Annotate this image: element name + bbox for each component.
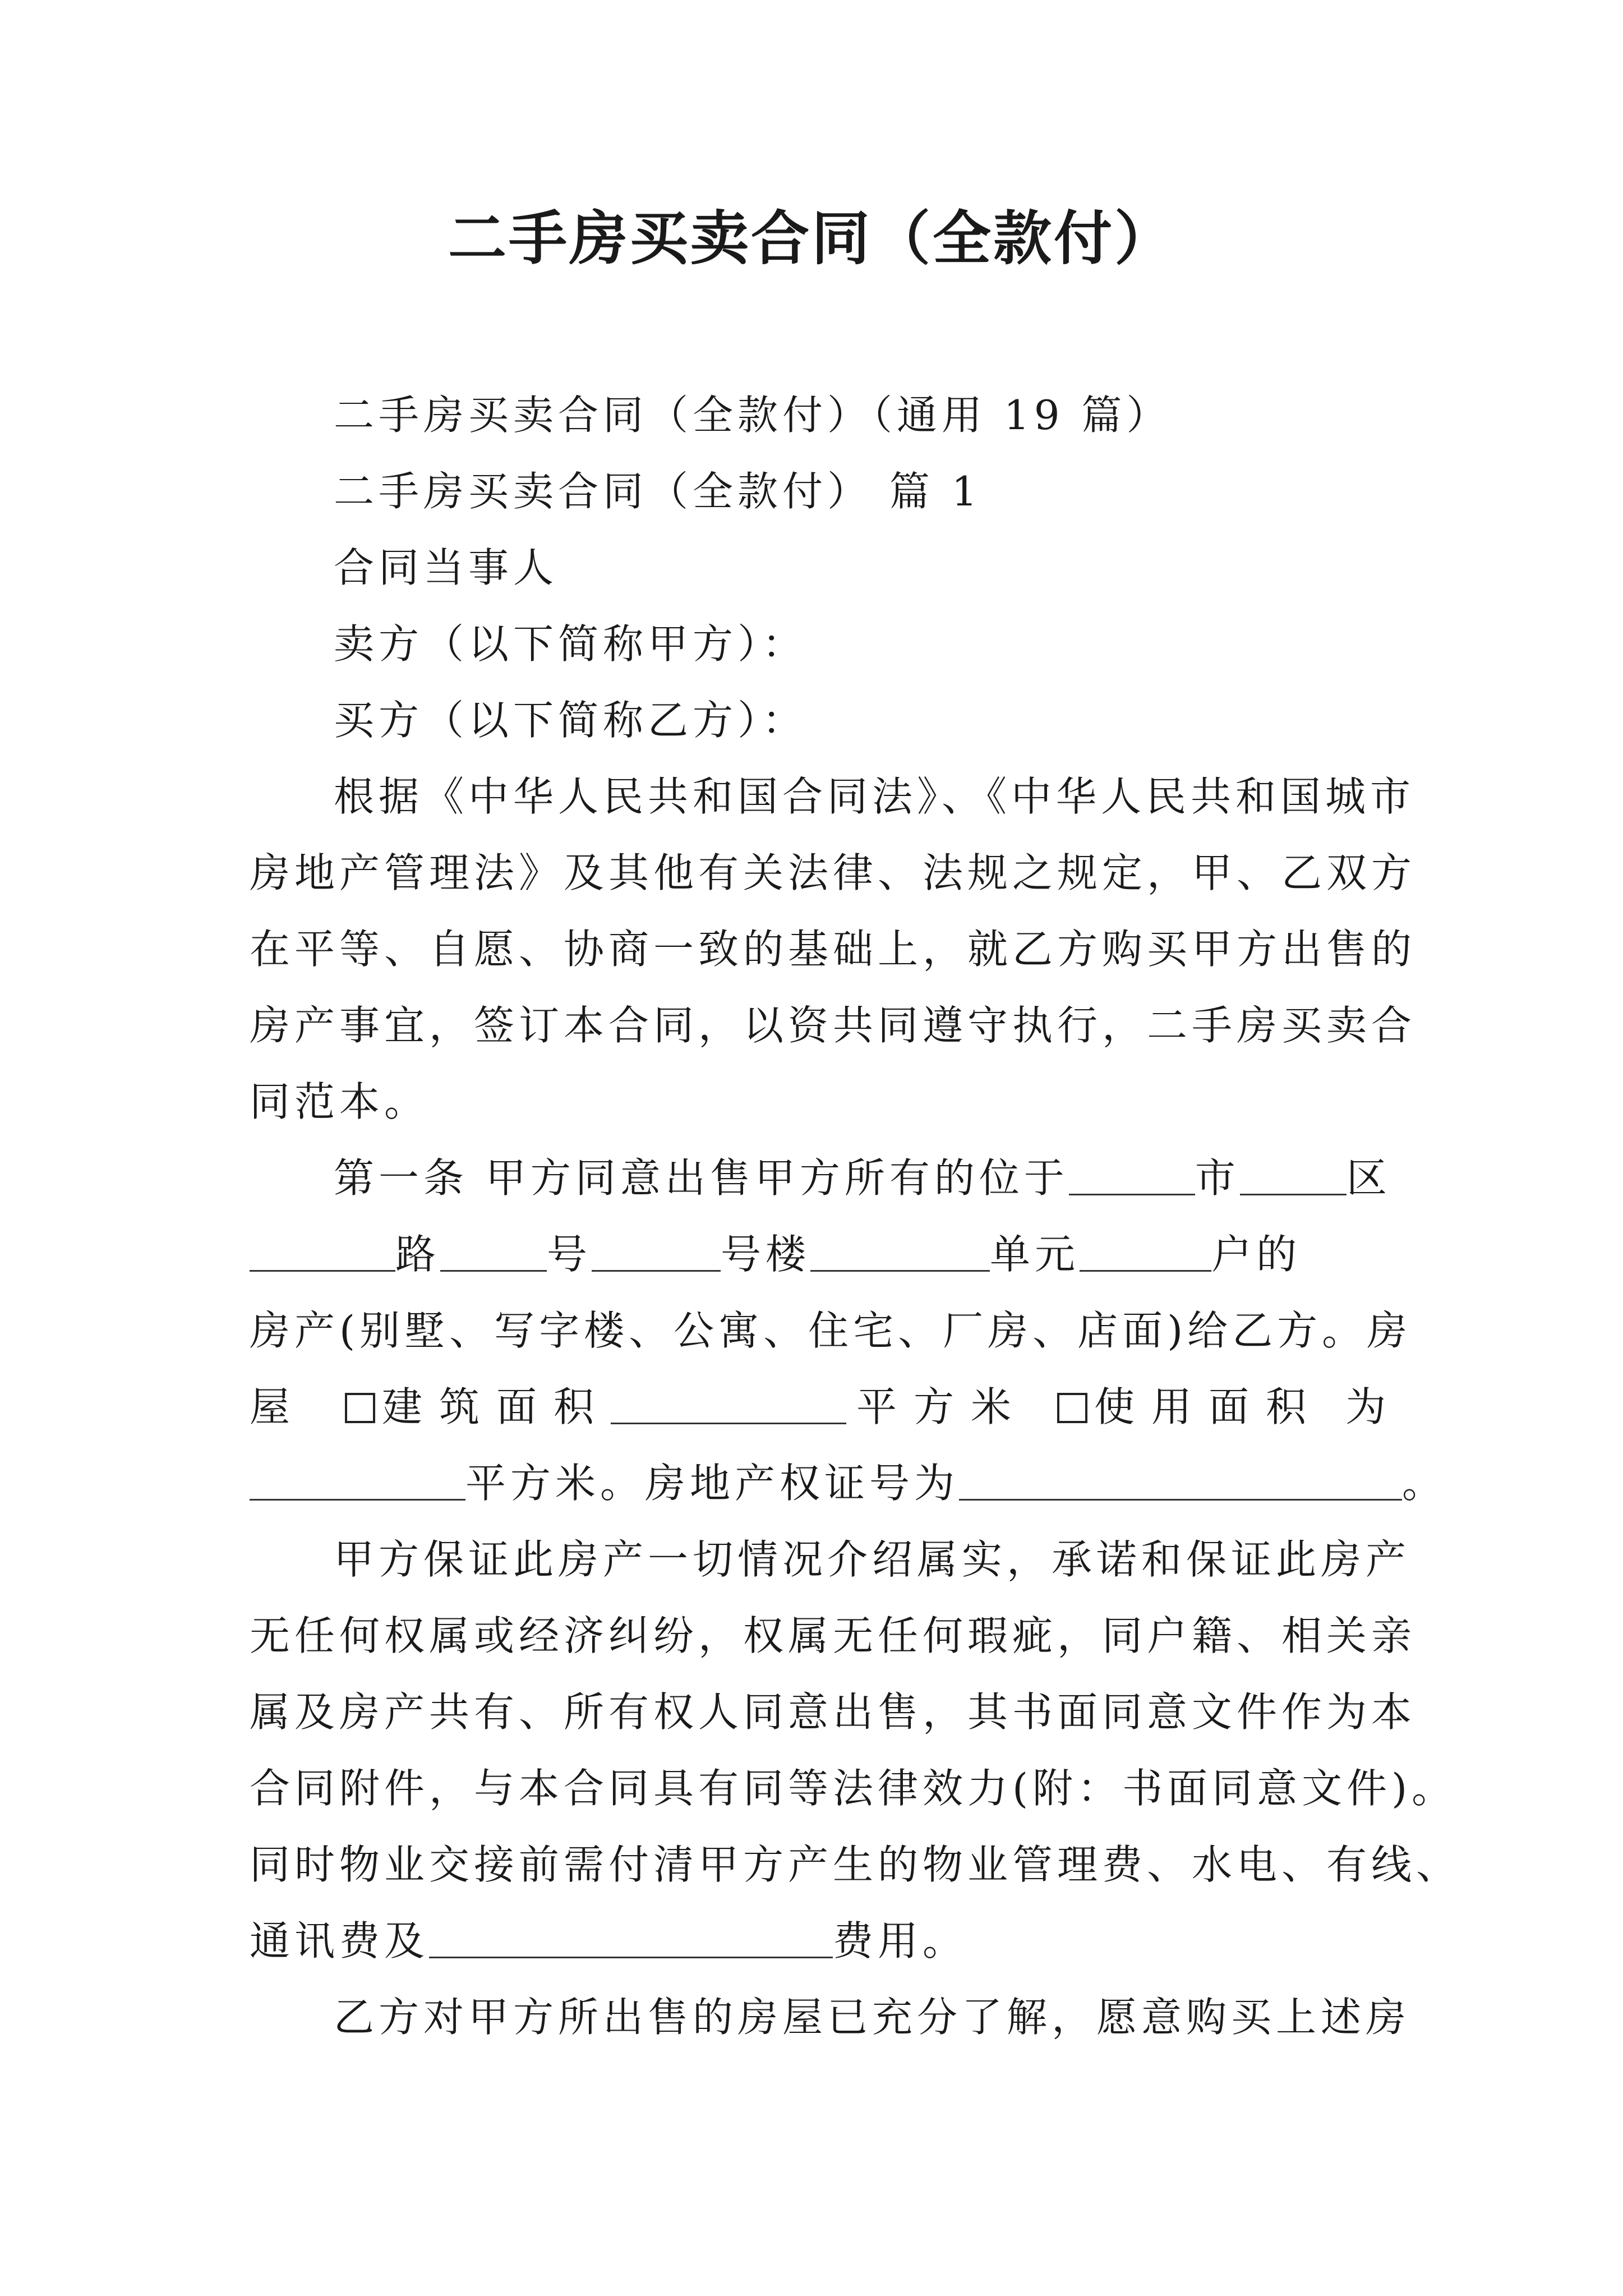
article-text: 屋 [250, 1383, 307, 1430]
article-one [250, 1140, 1447, 1521]
article-text: 为 [1345, 1383, 1391, 1430]
paragraph-seller-guarantee [250, 1521, 1461, 1979]
paragraph-line: 无任何权属或经济纠纷，权属无任何瑕疵，同户籍、相关亲 [250, 1612, 1417, 1659]
paragraph-line: 甲方保证此房产一切情况介绍属实，承诺和保证此房产 [334, 1536, 1411, 1583]
city-blank [1069, 1153, 1195, 1195]
article-text: 平方米 [856, 1383, 1029, 1430]
building-area-blank [611, 1382, 846, 1424]
article-text: 平方米。房地产权证号为 [465, 1460, 960, 1507]
road-blank [250, 1230, 395, 1272]
paragraph-line: 同范本。 [250, 1078, 430, 1125]
paragraph-buyer-acknowledgement [250, 1979, 1411, 2055]
paragraph-line: 合同附件，与本合同具有同等法律效力(附：书面同意文件)。 [250, 1765, 1457, 1812]
building-blank [592, 1230, 721, 1272]
other-fees-blank [429, 1916, 833, 1958]
district-blank [1240, 1153, 1347, 1195]
paragraph-text: 费用。 [833, 1917, 968, 1964]
document-title: 二手房买卖合同（全款付） [448, 204, 1175, 273]
certificate-number-blank [959, 1458, 1402, 1501]
paragraph-line: 属及房产共有、所有权人同意出售，其书面同意文件作为本 [250, 1688, 1417, 1736]
article-text: 市 [1195, 1154, 1240, 1202]
article-line [250, 1369, 1394, 1445]
article-text: 户的 [1211, 1231, 1302, 1278]
article-text: 使用面积 [1094, 1383, 1324, 1430]
seller-label: 卖方（以下简称甲方）： [334, 620, 808, 668]
paragraph-line: 根据《中华人民共和国合同法》、《中华人民共和国城市 [334, 773, 1415, 820]
article-line [250, 1216, 1394, 1292]
article-text: 号楼 [721, 1231, 811, 1278]
paragraph-text: 通讯费及 [250, 1917, 430, 1964]
article-line: 房产(别墅、写字楼、公寓、住宅、厂房、店面)给乙方。房 [250, 1307, 1412, 1354]
paragraph-line: 房产事宜，签订本合同，以资共同遵守执行，二手房买卖合 [250, 1002, 1417, 1049]
article-text: 单元 [990, 1231, 1080, 1278]
checkbox-icon[interactable] [1057, 1393, 1087, 1423]
article-text: 路 [395, 1231, 441, 1278]
article-line [250, 1140, 1394, 1216]
number-blank [440, 1230, 547, 1272]
section-heading: 二手房买卖合同（全款付） 篇 1 [334, 468, 982, 515]
paragraph-legal-basis [250, 758, 1417, 1140]
paragraph-line [250, 1903, 1394, 1979]
subtitle: 二手房买卖合同（全款付）（通用 19 篇） [334, 392, 1172, 439]
parties-heading: 合同当事人 [334, 544, 559, 591]
checkbox-icon[interactable] [345, 1393, 375, 1423]
article-text: 建筑面积 [382, 1383, 611, 1430]
buyer-label: 买方（以下简称乙方）： [334, 697, 808, 744]
paragraph-line: 乙方对甲方所出售的房屋已充分了解，愿意购买上述房 [334, 1994, 1411, 2041]
door-blank [1080, 1230, 1211, 1272]
article-text: 区 [1346, 1154, 1391, 1202]
article-text: 第一条 甲方同意出售甲方所有的位于 [334, 1154, 1069, 1202]
article-line [250, 1445, 1447, 1521]
paragraph-line: 同时物业交接前需付清甲方产生的物业管理费、水电、有线、 [250, 1841, 1461, 1888]
document-body [250, 377, 1461, 2055]
paragraph-line: 房地产管理法》及其他有关法律、法规之规定，甲、乙双方 [250, 849, 1417, 896]
article-text: 号 [547, 1231, 592, 1278]
usable-area-blank [250, 1458, 465, 1501]
paragraph-line: 在平等、自愿、协商一致的基础上，就乙方购买甲方出售的 [250, 926, 1417, 973]
unit-blank [810, 1230, 990, 1272]
article-text: 。 [1402, 1460, 1447, 1507]
